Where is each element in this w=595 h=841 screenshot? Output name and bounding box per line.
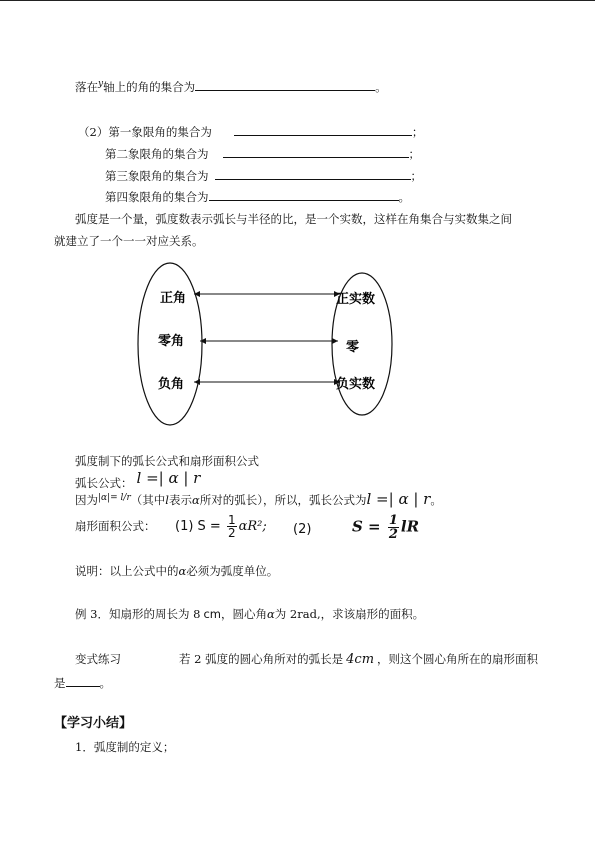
- formulas-heading: 弧度制下的弧长公式和扇形面积公式: [75, 454, 259, 468]
- correspondence-diagram: [130, 258, 400, 430]
- text: S =: [352, 517, 381, 536]
- arc-length-value: 4cm: [346, 652, 375, 667]
- text: 第一象限角的集合为: [108, 125, 212, 139]
- label-positive-real: 正实数: [336, 292, 376, 307]
- text: 所对的弧长），所以，弧长公式为: [199, 493, 367, 507]
- text: 若 2 弧度的圆心角所对的弧长是: [179, 652, 344, 666]
- variable-y: y: [98, 79, 104, 90]
- exercise-label: 变式练习: [75, 652, 121, 666]
- sector-area-formula-2: [352, 514, 419, 541]
- because-line: [75, 490, 442, 508]
- quadrant-line-1: [78, 124, 423, 140]
- variable-alpha: α: [266, 607, 275, 621]
- text: 。: [398, 190, 410, 204]
- text: 表示: [168, 493, 192, 507]
- arc-length-formula: l =| α | r: [136, 469, 201, 487]
- sector-area-formula-1: [175, 514, 267, 539]
- summary-item-1: 1．弧度制的定义；: [75, 740, 175, 754]
- text: 扇形面积公式：: [75, 519, 156, 533]
- answer-blank[interactable]: [209, 190, 399, 201]
- text: (1) S =: [175, 519, 221, 534]
- text: 。: [375, 80, 387, 94]
- answer-blank[interactable]: [234, 125, 412, 136]
- fraction-one-half: [227, 514, 237, 539]
- text: 第三象限角的集合为: [105, 169, 209, 183]
- note-line: [75, 563, 278, 579]
- text: ，则这个圆心角所在的扇形面积: [377, 652, 539, 666]
- quadrant-line-4: [105, 189, 410, 205]
- numerator: 1: [227, 513, 236, 527]
- text: 弧长公式：: [75, 476, 133, 490]
- text: 是: [54, 676, 66, 690]
- text: 因为: [75, 493, 98, 507]
- answer-blank[interactable]: [223, 147, 409, 158]
- text: （其中: [130, 493, 166, 507]
- denominator: 2: [388, 527, 398, 542]
- unit-cm: cm: [203, 607, 221, 621]
- variable-alpha: α: [178, 564, 187, 578]
- variable-alpha: α: [191, 493, 200, 507]
- text: ，圆心角: [220, 607, 267, 621]
- text: ；: [410, 169, 422, 183]
- text: ；: [411, 125, 424, 139]
- label-zero-real: 零: [346, 340, 360, 355]
- answer-blank[interactable]: [195, 80, 375, 91]
- label-zero-angle: 零角: [158, 334, 185, 349]
- variant-exercise-line-2: [54, 675, 111, 691]
- text: 必须为弧度单位。: [186, 564, 279, 578]
- text: lR: [400, 517, 420, 536]
- text: 第二象限角的集合为: [105, 147, 209, 161]
- quadrant-line-3: [105, 168, 422, 184]
- answer-blank[interactable]: [215, 169, 411, 180]
- y-axis-set-line: [75, 79, 387, 95]
- quadrant-line-2: [105, 146, 420, 162]
- item-number: （2）: [78, 125, 109, 139]
- denominator: 2: [227, 526, 236, 540]
- text: 落在: [75, 80, 98, 94]
- label-positive-angle: 正角: [160, 291, 187, 306]
- text: ；: [408, 147, 420, 161]
- text: 。: [99, 676, 111, 690]
- variable-l: l: [165, 493, 169, 507]
- arc-length-formula: l =| α | r: [366, 490, 431, 508]
- page-top-border: [0, 0, 595, 1]
- text: αR²;: [238, 519, 267, 534]
- answer-blank[interactable]: [66, 676, 100, 687]
- text: 例 3．知扇形的周长为 8: [75, 607, 201, 621]
- ratio-formula: |α|= l/r: [98, 493, 131, 503]
- sector-area-formula-2-label: (2): [293, 522, 312, 537]
- text: 第四象限角的集合为: [105, 190, 209, 204]
- text: 为 2rad,，求该扇形的面积。: [274, 607, 425, 621]
- text: 轴上的角的集合为: [103, 80, 196, 94]
- summary-heading: 【学习小结】: [54, 716, 133, 731]
- example-3: [75, 606, 424, 622]
- text: 说明：以上公式中的: [75, 564, 179, 578]
- sector-area-line: [75, 518, 156, 534]
- paragraph-line-2: 就建立了一个一一对应关系。: [54, 234, 204, 248]
- label-negative-angle: 负角: [158, 377, 185, 392]
- numerator: 1: [388, 513, 398, 528]
- fraction-one-half: [388, 514, 399, 541]
- variant-exercise-line-1: [75, 651, 538, 667]
- text: 。: [430, 493, 442, 507]
- arc-length-line: [75, 469, 200, 491]
- paragraph-line-1: 弧度是一个量，弧度数表示弧长与半径的比，是一个实数，这样在角集合与实数集之间: [75, 212, 512, 226]
- label-negative-real: 负实数: [336, 377, 376, 392]
